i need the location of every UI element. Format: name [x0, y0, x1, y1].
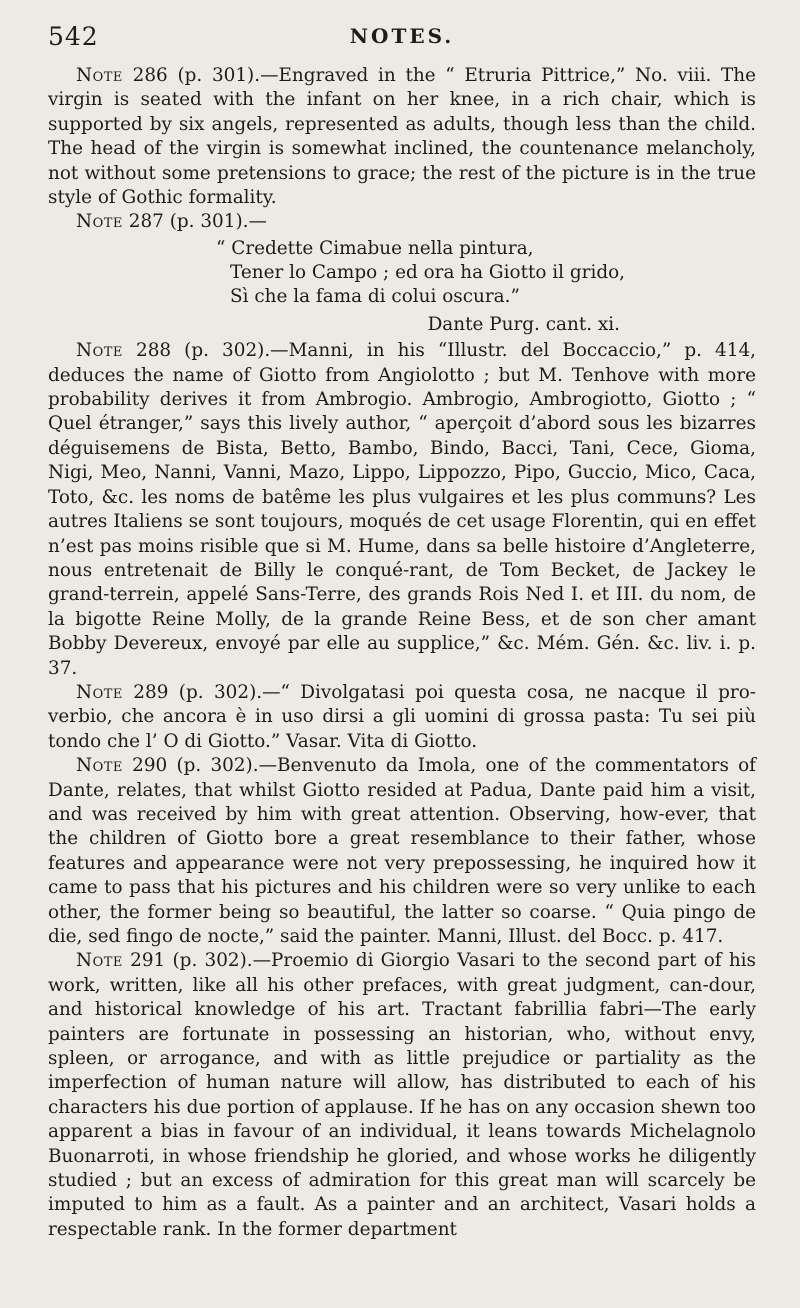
verse-line: Sì che la fama di colui oscura.”	[230, 285, 520, 307]
note-289	[48, 681, 756, 754]
note-text: 289 (p. 302).—“ Divolgatasi poi questa cosa, ne nacque il pro-verbio, che ancora è in uso dirsi a gli uomini di grossa pasta: Tu sei più tondo che l’ O di Giotto.” Vasar. Vita di Giotto.	[48, 681, 756, 752]
verse-line: Tener lo Campo ; ed ora ha Giotto il grido,	[230, 261, 626, 283]
verse-quotation	[48, 237, 756, 309]
page-number: 542	[48, 22, 99, 51]
note-291	[48, 949, 756, 1242]
note-text: 287 (p. 301).—	[122, 211, 267, 233]
running-title: NOTES.	[349, 24, 455, 48]
note-label: Note	[76, 65, 123, 86]
note-286	[48, 64, 756, 210]
note-text: 286 (p. 301).—Engraved in the “ Etruria Pittrice,” No. viii. The virgin is seated with the infant on her knee, in a rich chair, which is supported by six angels, represented as adults, though less than the child. The head of the virgin is somewhat inclined, the countenance melancholy, not without some pretensions to grace; the rest of the picture is in the true style of Gothic formality.	[48, 65, 756, 209]
verse-citation: Dante Purg. cant. xi.	[427, 313, 620, 335]
note-text: 291 (p. 302).—Proemio di Giorgio Vasari to the second part of his work, written, like all his other prefaces, with great judgment, can-dour, and historical knowledge of his art. Tractant fabrillia fabri—The early painters are fortunate in possessing an historian, who, without envy, spleen, or arrogance, and with as little prejudice or partiality as the imperfection of human nature will allow, has distributed to each of his characters his due portion of applause. If he has on any occasion shewn too apparent a bias in favour of an individual, it leans towards Michelagnolo Buonarroti, in whose friendship he gloried, and whose works he diligently studied ; but an excess of admiration for this great man will scarcely be imputed to him as a fault. As a painter and an architect, Vasari holds a respectable rank. In the former department	[48, 950, 756, 1240]
note-text: 288 (p. 302).—Manni, in his “Illustr. del Boccaccio,” p. 414, deduces the name of Giotto from Angiolotto ; but M. Tenhove with more probability derives it from Ambrogio. Ambrogio, Ambrogiotto, Giotto ; “ Quel étranger,” says this lively author, “ aperçoit d’abord sous les bizarres déguisemens de Bista, Betto, Bambo, Bindo, Bacci, Tani, Cece, Gioma, Nigi, Meo, Nanni, Vanni, Mazo, Lippo, Lippozzo, Pipo, Guccio, Mico, Caca, Toto, &c. les noms de batême les plus vulgaires et les plus communs? Les autres Italiens se sont toujours, moqués de cet usage Florentin, qui en effet n’est pas moins risible que si M. Hume, dans sa belle histoire d’Angleterre, nous entretenait de Billy le conqué-rant, de Tom Becket, de Jackey le grand-terrein, appelé Sans-Terre, des grands Rois Ned I. et III. du nom, de la bigotte Reine Molly, de la grande Reine Bess, et de son cher amant Bobby Devereux, envoyé par elle au supplice,” &c. Mém. Gén. &c. liv. i. p. 37.	[48, 340, 756, 679]
note-label: Note	[76, 950, 123, 972]
notes-body	[48, 64, 756, 1242]
running-head	[48, 22, 756, 56]
note-287	[48, 210, 756, 234]
note-label: Note	[76, 211, 123, 233]
note-label: Note	[76, 681, 123, 703]
note-text: 290 (p. 302).—Benvenuto da Imola, one of the commentators of Dante, relates, that whilst Giotto resided at Padua, Dante paid him a visit, and was received by him with great attention. Observing, how-ever, that the children of Giotto bore a great resemblance to their father, whose features and appearance were not very prepossessing, he inquired how it came to pass that his pictures and his children were so very unlike to each other, the former being so beautiful, the latter so coarse. “ Quia pingo de die, sed fingo de nocte,” said the painter. Manni, Illust. del Bocc. p. 417.	[48, 755, 756, 947]
note-label: Note	[76, 755, 123, 777]
note-label: Note	[76, 340, 123, 362]
note-288	[48, 339, 756, 681]
verse-line: “ Credette Cimabue nella pintura,	[216, 237, 534, 259]
note-290	[48, 754, 756, 949]
